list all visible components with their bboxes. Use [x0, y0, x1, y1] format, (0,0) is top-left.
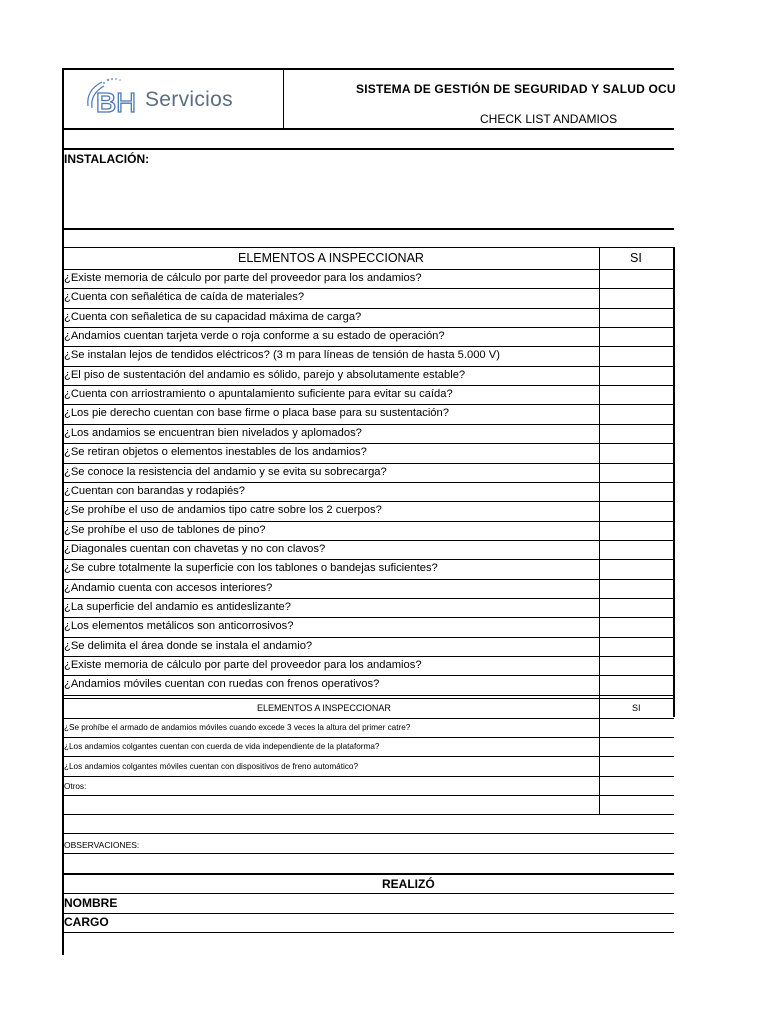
role-label: CARGO [64, 915, 109, 929]
grid-line [62, 463, 674, 464]
checklist-question: ¿Se prohíbe el uso de tablones de pino? [64, 523, 266, 536]
section2-header: ELEMENTOS A INSPECCIONAR [257, 703, 391, 713]
grid-line [62, 346, 674, 347]
section1-header: ELEMENTOS A INSPECCIONAR [238, 251, 424, 265]
svg-text:H: H [116, 87, 137, 118]
grid-line [62, 247, 674, 248]
grid-line [62, 598, 674, 599]
checklist-question: ¿Existe memoria de cálculo por parte del proveedor para los andamios? [64, 272, 422, 284]
checklist-question: ¿Los elementos metálicos son anticorrosivos? [64, 620, 294, 633]
grid-line [673, 247, 675, 717]
checklist-question: ¿Se instalan lejos de tendidos eléctricos? (3 m para líneas de tensión de hasta 5.000 V) [64, 349, 500, 362]
svg-text:B: B [96, 87, 117, 118]
grid-line [599, 247, 600, 698]
bh-logo-icon [82, 76, 142, 122]
grid-line [62, 698, 674, 699]
checklist-question: ¿Los pie derecho cuentan con base firme o placa base para su sustentación? [64, 407, 449, 420]
name-label: NOMBRE [64, 896, 118, 910]
grid-line [62, 656, 674, 657]
grid-line [62, 932, 674, 933]
checklist-question: ¿Andamios móviles cuentan con ruedas con frenos operativos? [64, 678, 380, 691]
grid-line [62, 718, 674, 719]
grid-line [62, 795, 674, 796]
system-title: SISTEMA DE GESTIÓN DE SEGURIDAD Y SALUD OCU [356, 82, 676, 96]
checklist-question: ¿Existe memoria de cálculo por parte del proveedor para los andamios? [64, 659, 422, 671]
grid-line [62, 308, 674, 309]
grid-line [62, 424, 674, 425]
grid-line [62, 737, 674, 738]
grid-line [62, 776, 674, 777]
checklist-question: ¿Se cubre totalmente la superficie con los tablones o bandejas suficientes? [64, 562, 438, 575]
grid-line [62, 269, 674, 270]
grid-line [62, 128, 674, 130]
section1-col-si: SI [630, 251, 642, 265]
grid-line [62, 695, 674, 696]
checklist-question: ¿Los andamios colgantes cuentan con cuerda de vida independiente de la plataforma? [64, 742, 380, 751]
grid-line [62, 675, 674, 676]
checklist-question: ¿Diagonales cuentan con chavetas y no con clavos? [64, 542, 326, 555]
grid-line [62, 521, 674, 522]
grid-line [62, 148, 674, 150]
logo-text: Servicios [145, 88, 233, 111]
checklist-question: ¿Se prohíbe el armado de andamios móviles cuando excede 3 veces la altura del primer catre? [64, 723, 411, 732]
checklist-question: ¿Se retiran objetos o elementos inestables de los andamios? [64, 446, 367, 459]
grid-line [62, 540, 674, 541]
checklist-question: ¿Cuentan con barandas y rodapiés? [64, 484, 245, 497]
grid-line [62, 228, 674, 230]
grid-line [283, 68, 284, 128]
checklist-question: ¿Andamios cuentan tarjeta verde o roja conforme a su estado de operación? [64, 330, 445, 343]
grid-line [62, 404, 674, 405]
checklist-question: ¿Los andamios se encuentran bien nivelados y aplomados? [64, 426, 362, 439]
grid-line [62, 501, 674, 502]
grid-line [62, 288, 674, 289]
grid-line [62, 853, 674, 854]
checklist-question: ¿Cuenta con señaletica de su capacidad máxima de carga? [64, 310, 362, 323]
grid-line [62, 756, 674, 757]
grid-line [62, 385, 674, 386]
grid-line [62, 913, 674, 914]
grid-line [62, 617, 674, 618]
checklist-question: ¿Se prohíbe el uso de andamios tipo catre sobre los 2 cuerpos? [64, 504, 382, 517]
checklist-question: ¿El piso de sustentación del andamio es sólido, parejo y absolutamente estable? [64, 368, 466, 381]
grid-line [62, 68, 674, 70]
grid-line [62, 443, 674, 444]
others-label: Otros: [64, 782, 87, 791]
grid-line [62, 637, 674, 638]
grid-line [62, 814, 674, 815]
grid-line [62, 559, 674, 560]
checklist-question: ¿Cuenta con arriostramiento o apuntalamiento suficiente para evitar su caída? [64, 388, 453, 401]
checklist-question: ¿La superficie del andamio es antideslizante? [64, 600, 291, 613]
grid-line [62, 873, 674, 875]
grid-line [62, 893, 674, 894]
realizo-title: REALIZÓ [382, 877, 435, 891]
installation-label: INSTALACIÓN: [64, 152, 150, 166]
grid-line [62, 833, 674, 834]
checklist-question: ¿Andamio cuenta con accesos interiores? [64, 581, 273, 594]
section2-col-si: SI [632, 703, 641, 713]
grid-line [599, 698, 600, 814]
checklist-question: ¿Se delimita el área donde se instala el andamio? [64, 639, 313, 652]
doc-title: CHECK LIST ANDAMIOS [480, 112, 618, 126]
grid-line [62, 482, 674, 483]
grid-line [62, 366, 674, 367]
observations-label: OBSERVACIONES: [64, 840, 140, 850]
grid-line [62, 579, 674, 580]
checklist-question: ¿Se conoce la resistencia del andamio y se evita su sobrecarga? [64, 465, 387, 478]
grid-line [62, 327, 674, 328]
checklist-question: ¿Los andamios colgantes móviles cuentan con dispositivos de freno automático? [64, 762, 359, 771]
checklist-question: ¿Cuenta con señalética de caída de materiales? [64, 291, 305, 304]
